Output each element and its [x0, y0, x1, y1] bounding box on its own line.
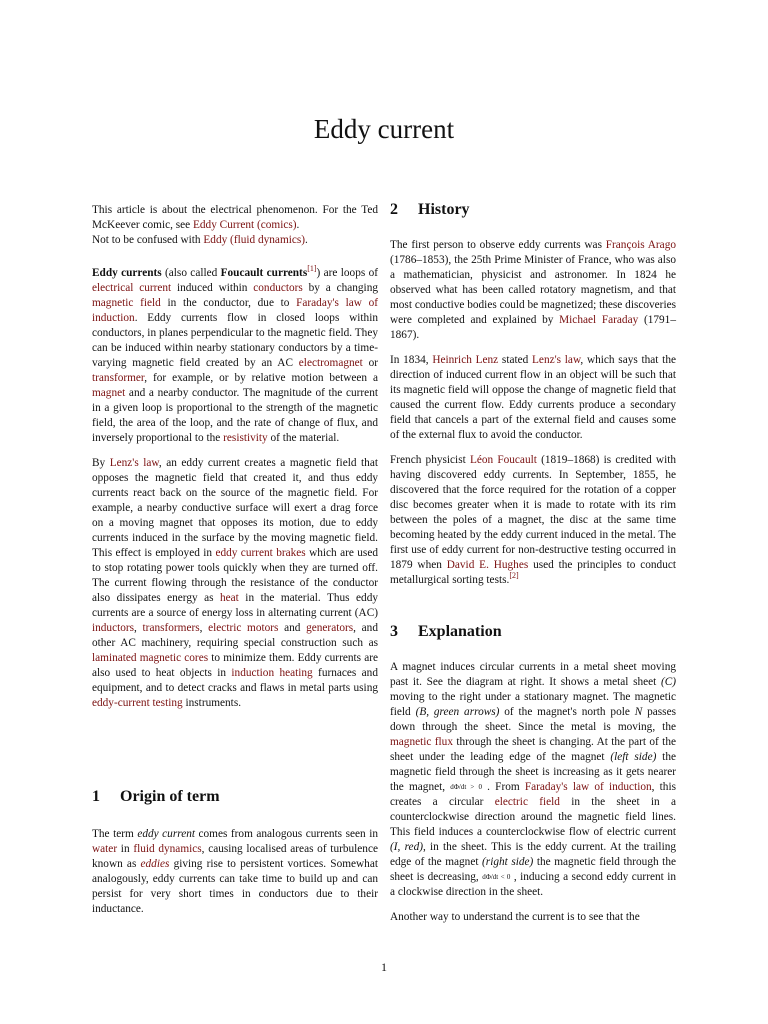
text: . From [481, 781, 525, 794]
section-number: 1 [92, 788, 100, 805]
text: and a nearby conductor. The magnitude of the current in a given loop is proportional to the strength of the magnetic field, the area of the loop, and the rate of change of flux, and inversely proportional to the [92, 387, 378, 444]
text: . Eddy currents flow in closed loops within conductors, in planes perpendicular to the magnetic field. They can be induced within nearby stationary conductors by a time-varying magnetic field created by an AC [92, 312, 378, 369]
hatnote-text: Not to be confused with [92, 234, 204, 246]
text: In 1834, [390, 354, 433, 366]
body-paragraph [390, 353, 676, 443]
section-title: History [418, 201, 470, 218]
link[interactable]: transformer [92, 372, 145, 384]
link[interactable]: François Arago [605, 239, 676, 251]
text: in [117, 843, 134, 855]
text: of the material. [267, 432, 340, 444]
text: (1791–1867). [390, 314, 676, 341]
section-heading-history [390, 200, 676, 220]
math-formula: dΦ/dt > 0 [450, 783, 482, 791]
text: , in the sheet. This is the eddy current. At the trailing edge of the magnet [390, 841, 676, 869]
section-number: 3 [390, 623, 398, 640]
body-paragraph [390, 660, 676, 900]
text: used the principles to conduct metallurgical sorting tests. [390, 559, 677, 586]
text: , [199, 622, 209, 634]
section-heading-explanation [390, 622, 676, 642]
text: by a changing [302, 282, 378, 294]
link[interactable]: Michael Faraday [559, 314, 639, 326]
link[interactable]: heat [220, 592, 239, 604]
text: induced within [171, 282, 254, 294]
body-paragraph [390, 238, 676, 343]
intro-paragraph [92, 266, 378, 446]
italic-term: (left side) [610, 751, 657, 763]
link[interactable]: magnetic flux [390, 736, 453, 748]
link[interactable]: Faraday's law of induction [524, 781, 652, 794]
link[interactable]: eddy-current testing [92, 697, 183, 709]
text: , which says that the direction of induced current flow in an object will be such that its magnetic field will oppose the change of magnetic field that caused the current flow. Eddy currents produce a secondary field that cancels a part of the external field and causes some of the external flux to avoid the conductor. [390, 354, 676, 441]
link[interactable]: Léon Foucault [469, 454, 537, 466]
bold-term: Foucault currents [220, 267, 308, 279]
text: The term [92, 828, 138, 840]
text: the magnetic field through the sheet is decreasing, [390, 856, 676, 884]
page-title: Eddy current [313, 114, 455, 144]
link[interactable]: Heinrich Lenz [432, 354, 499, 366]
link[interactable]: David E. Hughes [446, 559, 529, 571]
link[interactable]: eddies [140, 858, 170, 870]
link[interactable]: resistivity [223, 432, 268, 444]
section-heading-origin [92, 787, 378, 807]
link[interactable]: Faraday's law of induction [92, 297, 379, 324]
citation-link[interactable]: [2] [509, 571, 519, 581]
link[interactable]: eddy current brakes [215, 547, 306, 559]
link[interactable]: conductors [253, 282, 303, 294]
text: moving to the right under a stationary magnet. The magnetic field [390, 691, 676, 718]
link[interactable]: laminated magnetic cores [92, 652, 209, 664]
text: the magnetic field through the sheet is increasing as it gets nearer the magnet, [390, 751, 676, 794]
body-paragraph: Another way to understand the current is to see that the [390, 911, 640, 924]
text: and [278, 622, 307, 634]
section-number: 2 [390, 201, 398, 218]
link[interactable]: electrical current [92, 282, 172, 294]
hatnote-text: . [305, 234, 308, 246]
text: (1786–1853), the 25th Prime Minister of France, who was also a mathematician, physicist and astronomer. In 1824 he observed what has been called rotatory magnetism, and that most conductive bodies could be magnetized; these discoveries were completed and explained by [390, 254, 676, 326]
body-paragraph [92, 827, 378, 917]
link[interactable]: Lenz's law [532, 354, 581, 366]
text: , causing localised areas of turbulence known as [92, 843, 378, 870]
text: , this creates a circular [390, 781, 676, 809]
link[interactable]: electric motors [208, 622, 279, 634]
text: A magnet induces circular currents in a metal sheet moving past it. See the diagram at right. It shows a metal sheet [390, 661, 676, 688]
text: in the material. Thus eddy currents are a source of energy loss in alternating current (AC) [92, 592, 378, 619]
text: giving rise to persistent vortices. Somewhat analogously, eddy currents can take time to build up and can persist for very short times in conductors due to their inductance. [92, 858, 378, 915]
text: ) are loops of [316, 267, 379, 279]
hatnote-text: . [296, 219, 300, 231]
link[interactable]: magnet [92, 387, 126, 399]
text: comes from analogous currents seen in [195, 828, 378, 840]
section-title: Origin of term [120, 788, 220, 805]
link[interactable]: magnetic field [92, 297, 161, 309]
text: , and other AC machinery, requiring special construction such as [92, 622, 378, 649]
text: stated [498, 354, 533, 366]
link[interactable]: induction heating [231, 667, 313, 679]
text: which are used to stop rotating power tools quickly when they are turned off. The current flowing through the resistance of the conductor also dissipates energy as [92, 547, 378, 604]
text: The first person to observe eddy currents was [390, 239, 606, 251]
link[interactable]: fluid dynamics [133, 843, 202, 855]
left-column [92, 203, 378, 917]
text: in the sheet in a counterclockwise direction around the magnetic field lines. This field induces a counterclockwise flow of electric current [390, 796, 676, 839]
text: (also called [161, 267, 221, 279]
section-title: Explanation [418, 623, 502, 640]
hatnote [92, 203, 378, 248]
link[interactable]: Lenz's law [109, 457, 159, 469]
link[interactable]: transformers [142, 622, 200, 634]
italic-term: (I, red) [390, 841, 423, 854]
text: , for example, or by relative motion between a [144, 372, 378, 384]
link-eddy-current-comics[interactable]: Eddy Current (comics) [193, 219, 297, 231]
link[interactable]: water [92, 843, 118, 855]
link[interactable]: electromagnet [298, 357, 363, 369]
math-formula: dΦ/dt < 0 [482, 873, 511, 882]
italic-term: (right side) [482, 856, 534, 869]
italic-term: (C) [660, 676, 676, 688]
link-eddy-fluid-dynamics[interactable]: Eddy (fluid dynamics) [203, 234, 306, 246]
text: or [362, 357, 378, 369]
text: furnaces and equipment, and to detect cracks and flaws in metal parts using [92, 667, 378, 694]
text: , [134, 622, 143, 634]
text: (1819–1868) is credited with having discovered eddy currents. In September, 1855, he discovered that the force required for the rotation of a copper disc becomes greater when it is made to rotate with its rim between the poles of a magnet, the disc at the same time becoming heated by the eddy current induced in the metal. The first use of eddy current for non-destructive testing occurred in 1879 when [390, 454, 677, 571]
text: through the sheet is changing. At the part of the sheet under the leading edge of the magnet [390, 736, 676, 763]
link[interactable]: generators [306, 622, 354, 634]
body-paragraph [92, 456, 378, 711]
italic-term: N [634, 706, 643, 718]
body-paragraph [390, 453, 676, 588]
hatnote-text: This article is about the electrical phenomenon. For the Ted McKeever comic, see [92, 204, 378, 231]
text: By [92, 457, 110, 469]
link[interactable]: electric field [494, 796, 560, 809]
page-number: 1 [381, 960, 387, 974]
bold-term: Eddy currents [92, 267, 162, 279]
citation-link[interactable]: [1] [307, 264, 317, 274]
link[interactable]: inductors [92, 622, 135, 634]
text: French physicist [390, 454, 470, 466]
text: passes down through the sheet. Since the metal is moving, the [390, 706, 676, 733]
text: in the conductor, due to [160, 297, 297, 309]
italic-term: (B, green arrows) [415, 706, 500, 718]
text: of the magnet's north pole [499, 706, 635, 718]
right-column [390, 200, 676, 925]
text: to minimize them. Eddy currents are also used to heat objects in [92, 652, 378, 679]
text: instruments. [182, 697, 242, 709]
text: , inducing a second eddy current in a clockwise direction in the sheet. [390, 871, 676, 899]
italic-term: eddy current [137, 828, 195, 840]
text: , an eddy current creates a magnetic field that opposes the magnetic field that created it, and thus eddy currents react back on the source of the magnetic field. For example, a nearby conductive surface will exert a drag force on a moving magnet that opposes its motion, due to eddy currents induced in the surface by the moving magnetic field. This effect is employed in [92, 457, 378, 559]
